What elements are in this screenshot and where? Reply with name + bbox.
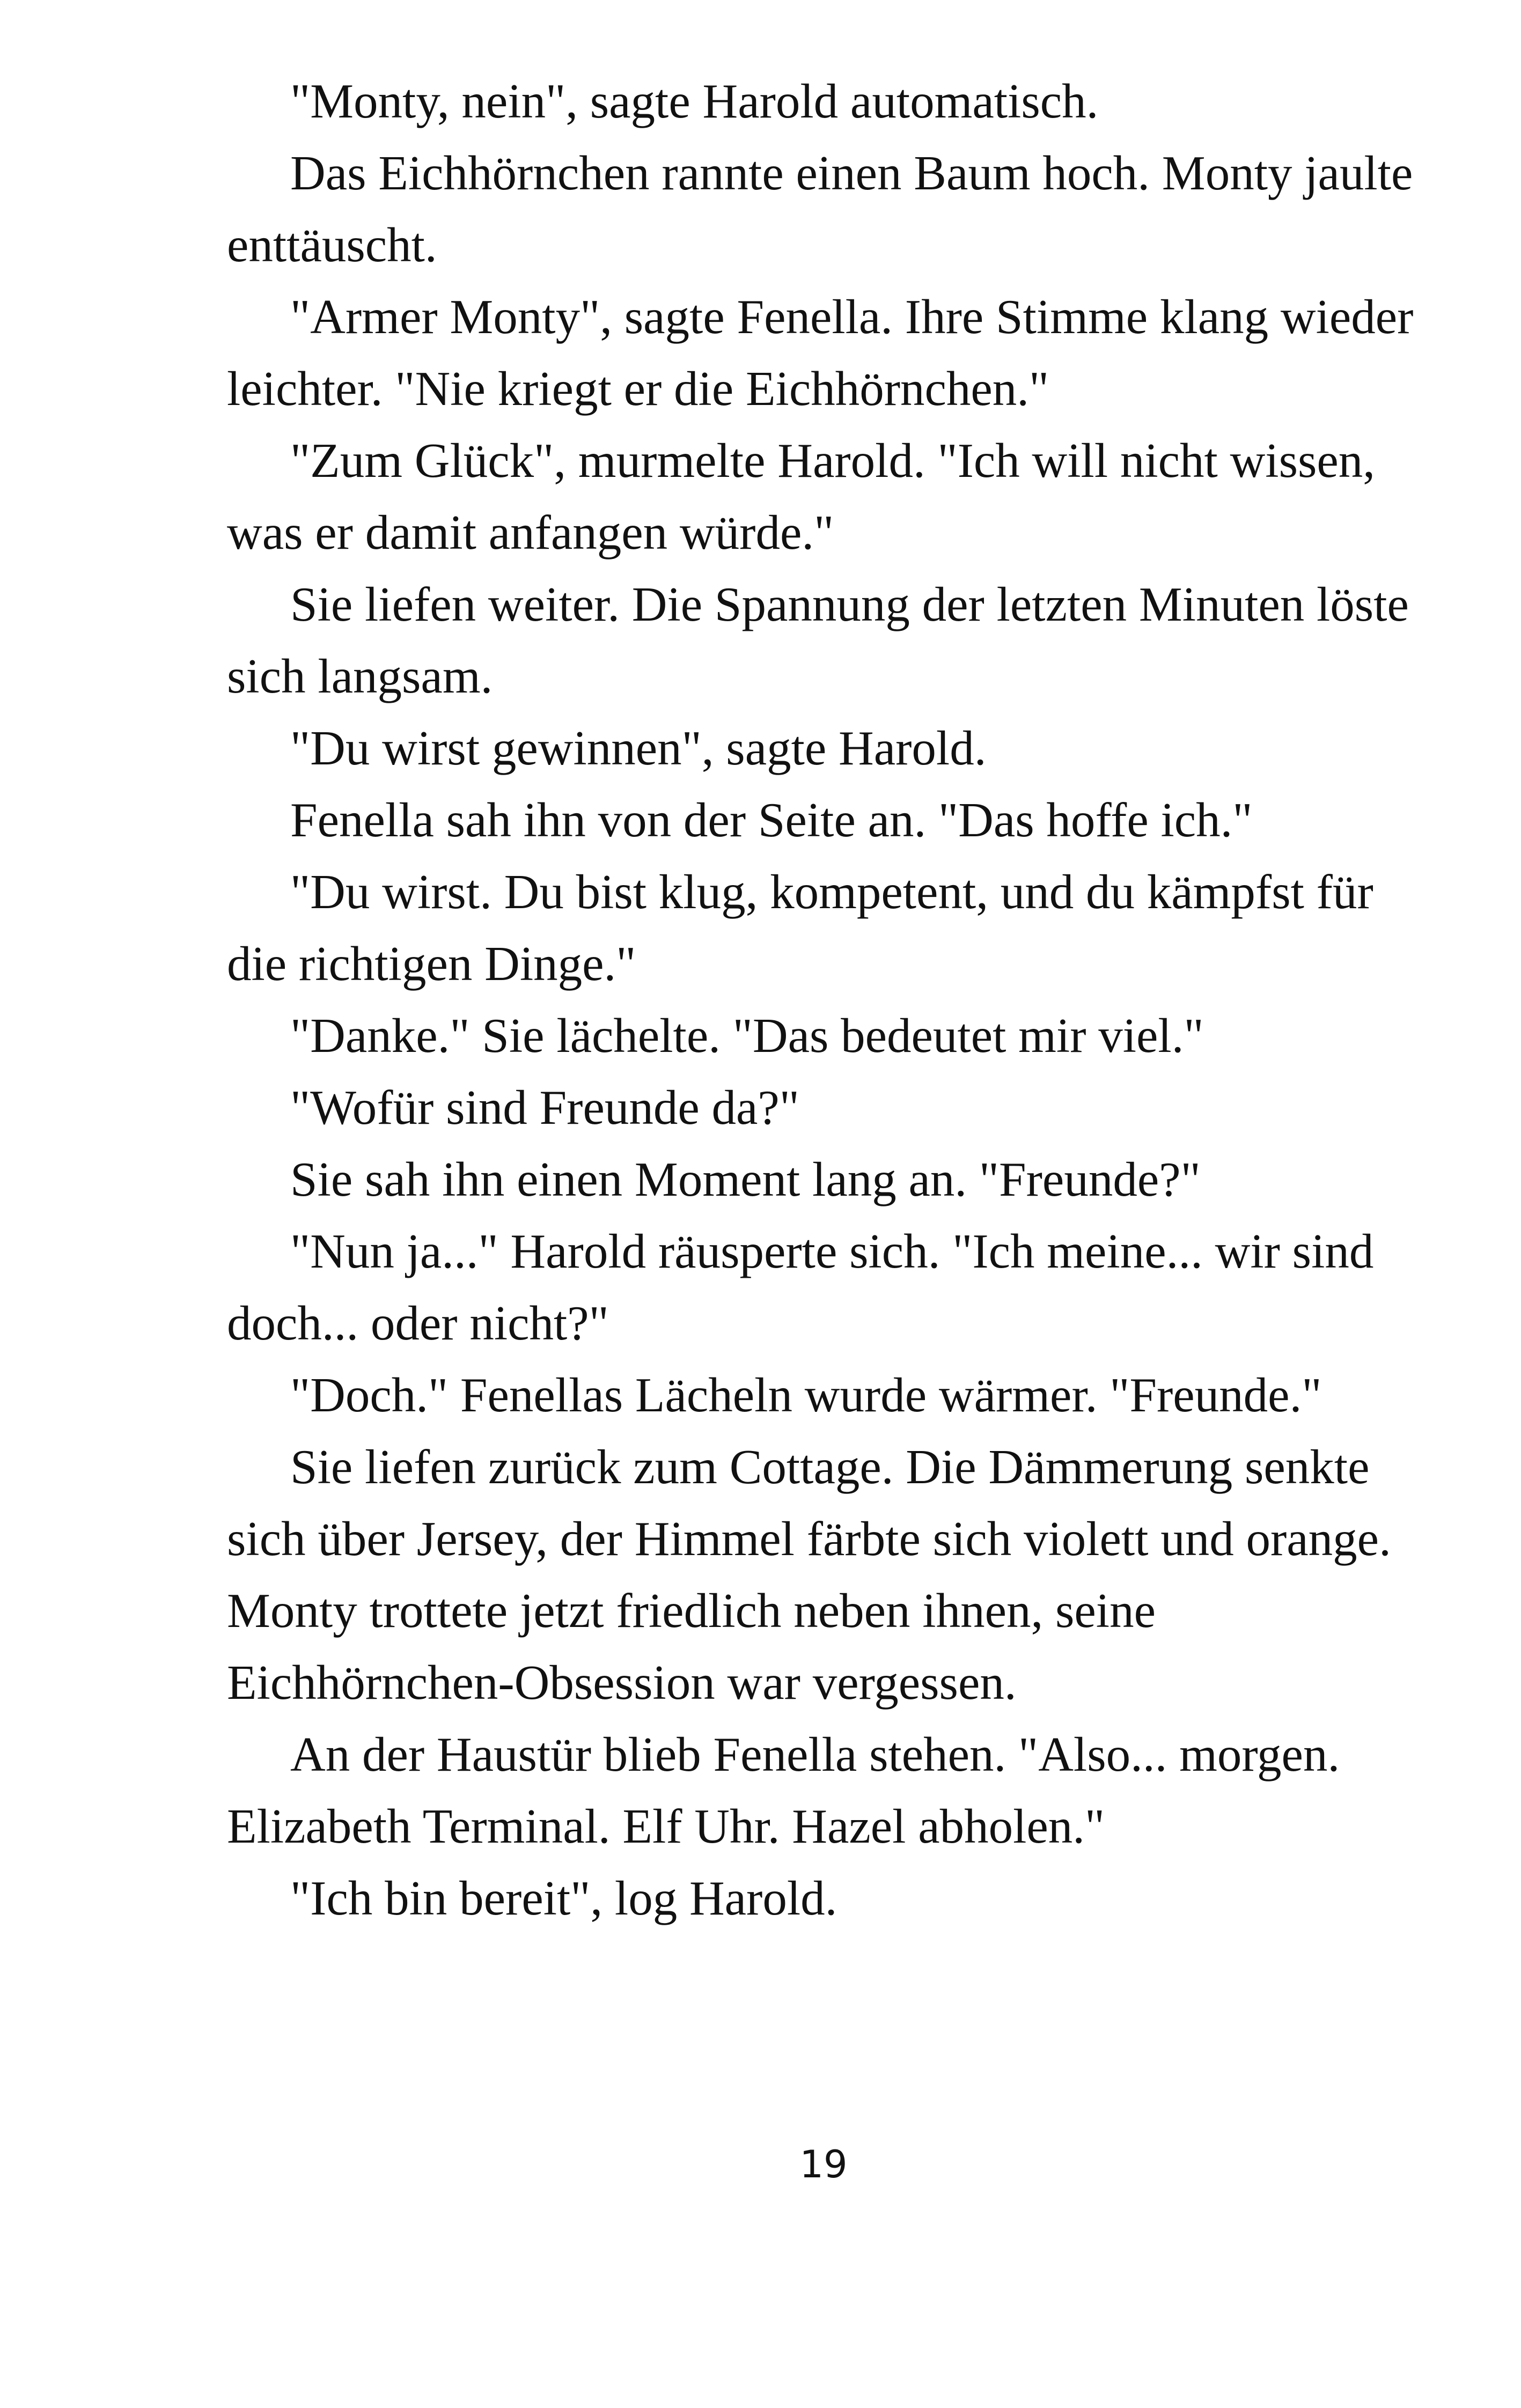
- page-number: 19: [799, 2142, 848, 2186]
- paragraph: "Doch." Fenellas Lächeln wurde wärmer. "Freunde.": [290, 1368, 1322, 1422]
- paragraph: "Zum Glück", murmelte Harold. "Ich will nicht wissen, was er damit anfangen würde.": [227, 433, 1376, 559]
- paragraph: "Du wirst. Du bist klug, kompetent, und du kämpfst für die richtigen Dinge.": [227, 865, 1373, 991]
- paragraph: "Armer Monty", sagte Fenella. Ihre Stimme klang wieder leichter. "Nie kriegt er die Eichhörnchen.": [227, 290, 1414, 416]
- page-body: [227, 65, 1418, 1934]
- paragraph: Sie sah ihn einen Moment lang an. "Freunde?": [290, 1152, 1201, 1206]
- paragraph: "Danke." Sie lächelte. "Das bedeutet mir viel.": [290, 1008, 1204, 1063]
- paragraph: Fenella sah ihn von der Seite an. "Das hoffe ich.": [290, 793, 1253, 847]
- paragraph: Sie liefen weiter. Die Spannung der letzten Minuten löste sich langsam.: [227, 577, 1409, 703]
- paragraph: "Monty, nein", sagte Harold automatisch.: [290, 74, 1099, 128]
- paragraph: Sie liefen zurück zum Cottage. Die Dämmerung senkte sich über Jersey, der Himmel färbte sich violett und orange. Monty trottete jetzt friedlich neben ihnen, seine Eichhörnchen-Obsession war vergessen.: [227, 1440, 1391, 1710]
- paragraph: "Nun ja..." Harold räusperte sich. "Ich meine... wir sind doch... oder nicht?": [227, 1224, 1374, 1350]
- paragraph: "Du wirst gewinnen", sagte Harold.: [290, 721, 987, 775]
- paragraph: An der Haustür blieb Fenella stehen. "Also... morgen. Elizabeth Terminal. Elf Uhr. Hazel abholen.": [227, 1727, 1340, 1853]
- paragraph: "Wofür sind Freunde da?": [290, 1080, 799, 1135]
- paragraph: "Ich bin bereit", log Harold.: [290, 1871, 837, 1925]
- paragraph: Das Eichhörnchen rannte einen Baum hoch. Monty jaulte enttäuscht.: [227, 146, 1413, 272]
